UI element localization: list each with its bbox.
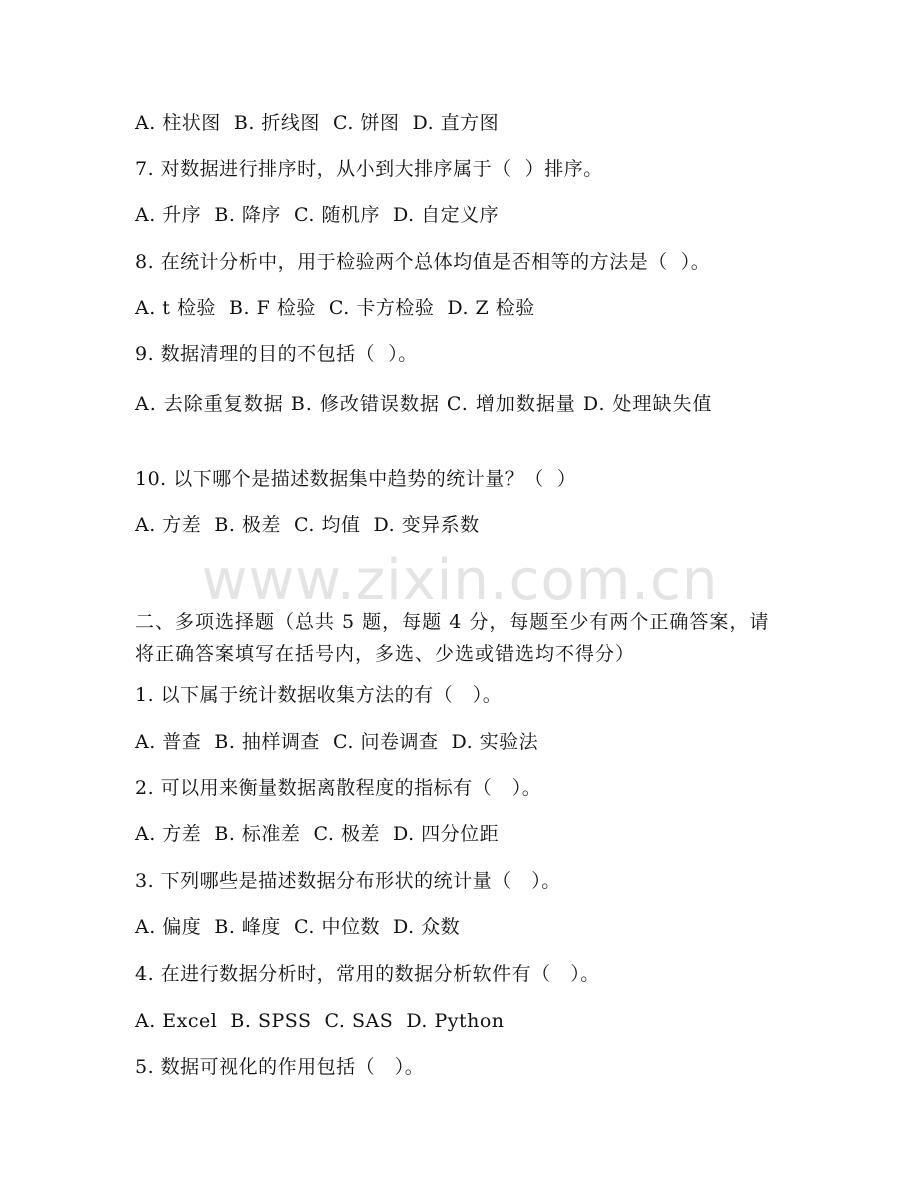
options-q7: A. 升序 B. 降序 C. 随机序 D. 自定义序 [135,204,500,226]
options-q6: A. 柱状图 B. 折线图 C. 饼图 D. 直方图 [135,112,500,134]
options-q10: A. 方差 B. 极差 C. 均值 D. 变异系数 [135,514,480,536]
question-9: 9. 数据清理的目的不包括（ ）。 [135,343,418,365]
options-m2: A. 方差 B. 标准差 C. 极差 D. 四分位距 [135,823,500,845]
question-m5: 5. 数据可视化的作用包括（ ）。 [135,1056,425,1078]
options-q9: A. 去除重复数据 B. 修改错误数据 C. 增加数据量 D. 处理缺失值 [135,393,713,415]
question-10: 10. 以下哪个是描述数据集中趋势的统计量？（ ） [135,468,577,490]
question-8: 8. 在统计分析中，用于检验两个总体均值是否相等的方法是（ ）。 [135,251,711,273]
question-m3: 3. 下列哪些是描述数据分布形状的统计量（ ）。 [135,870,561,892]
options-m1: A. 普查 B. 抽样调查 C. 问卷调查 D. 实验法 [135,731,539,753]
question-m1: 1. 以下属于统计数据收集方法的有（ ）。 [135,684,503,706]
question-m4: 4. 在进行数据分析时，常用的数据分析软件有（ ）。 [135,963,600,985]
section-heading-multiple-choice: 二、多项选择题（总共 5 题，每题 4 分，每题至少有两个正确答案，请将正确答案填写在括号内，多选、少选或错选均不得分） [135,611,770,665]
options-q8: A. t 检验 B. F 检验 C. 卡方检验 D. Z 检验 [135,297,535,319]
watermark-text: www.zixin.com.cn [201,548,719,613]
question-7: 7. 对数据进行排序时，从小到大排序属于（ ）排序。 [135,158,603,180]
options-m4: A. Excel B. SPSS C. SAS D. Python [135,1010,505,1032]
options-m3: A. 偏度 B. 峰度 C. 中位数 D. 众数 [135,916,461,938]
question-m2: 2. 可以用来衡量数据离散程度的指标有（ ）。 [135,777,542,799]
